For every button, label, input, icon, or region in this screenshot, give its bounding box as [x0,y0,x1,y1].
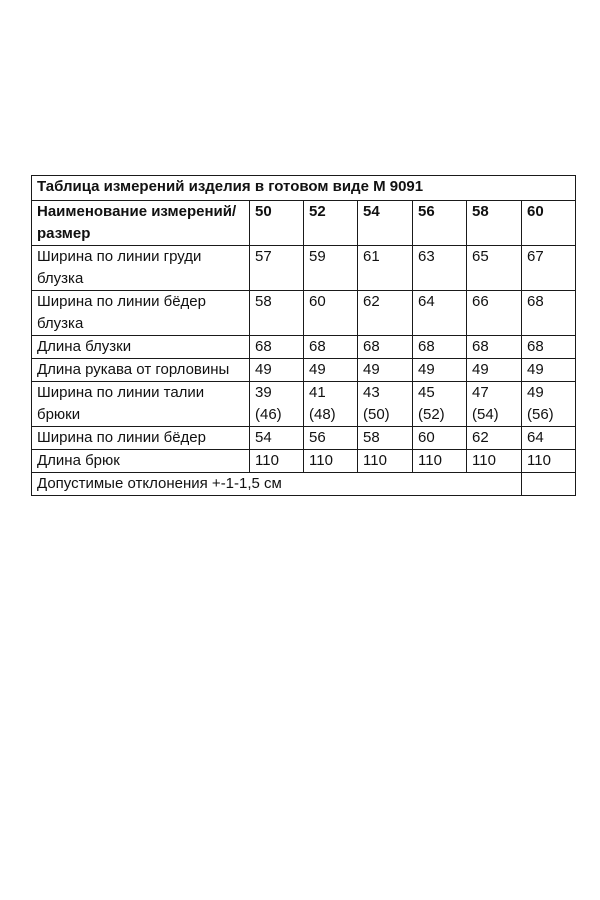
header-size: 60 [522,201,576,246]
tolerance-note: Допустимые отклонения +-1-1,5 см [32,473,522,496]
header-name-label: Наименование измерений/размер [32,201,250,246]
row-value: 43 (50) [358,382,413,427]
table-row [32,450,576,473]
header-size: 54 [358,201,413,246]
row-value: 66 [467,291,522,336]
table-row [32,291,576,336]
header-size: 52 [304,201,358,246]
row-value: 49 [358,359,413,382]
row-value: 64 [413,291,467,336]
row-value: 54 [250,427,304,450]
row-value: 41 (48) [304,382,358,427]
row-value: 68 [358,336,413,359]
row-label: Длина блузки [32,336,250,359]
row-value: 57 [250,246,304,291]
row-label: Длина рукава от горловины [32,359,250,382]
row-value: 110 [522,450,576,473]
header-size: 50 [250,201,304,246]
table-row [32,382,576,427]
row-value: 49 (56) [522,382,576,427]
row-value: 68 [304,336,358,359]
table-row [32,336,576,359]
row-value: 59 [304,246,358,291]
row-value: 68 [522,291,576,336]
row-value: 45 (52) [413,382,467,427]
row-label: Ширина по линии бёдер блузка [32,291,250,336]
table-title-row [32,176,576,201]
row-value: 110 [413,450,467,473]
table-note-row [32,473,576,496]
row-value: 110 [304,450,358,473]
table-header-row [32,201,576,246]
row-label: Длина брюк [32,450,250,473]
row-value: 68 [250,336,304,359]
row-value: 49 [467,359,522,382]
row-value: 56 [304,427,358,450]
row-label: Ширина по линии груди блузка [32,246,250,291]
row-value: 39 (46) [250,382,304,427]
measurement-table [31,175,576,496]
header-size: 58 [467,201,522,246]
row-value: 58 [250,291,304,336]
row-value: 49 [522,359,576,382]
row-value: 110 [467,450,522,473]
row-value: 49 [250,359,304,382]
note-empty-cell [522,473,576,496]
row-value: 63 [413,246,467,291]
row-value: 62 [358,291,413,336]
row-label: Ширина по линии бёдер [32,427,250,450]
row-value: 110 [358,450,413,473]
header-size: 56 [413,201,467,246]
row-value: 62 [467,427,522,450]
table-row [32,427,576,450]
row-value: 49 [304,359,358,382]
row-value: 49 [413,359,467,382]
row-value: 110 [250,450,304,473]
row-value: 68 [522,336,576,359]
row-value: 61 [358,246,413,291]
table-title: Таблица измерений изделия в готовом виде М 9091 [32,176,576,201]
row-value: 68 [467,336,522,359]
table-row [32,246,576,291]
row-value: 64 [522,427,576,450]
row-value: 67 [522,246,576,291]
row-value: 68 [413,336,467,359]
row-label: Ширина по линии талии брюки [32,382,250,427]
row-value: 65 [467,246,522,291]
measurement-table-sheet [31,175,575,496]
row-value: 60 [413,427,467,450]
row-value: 60 [304,291,358,336]
table-row [32,359,576,382]
row-value: 58 [358,427,413,450]
row-value: 47 (54) [467,382,522,427]
